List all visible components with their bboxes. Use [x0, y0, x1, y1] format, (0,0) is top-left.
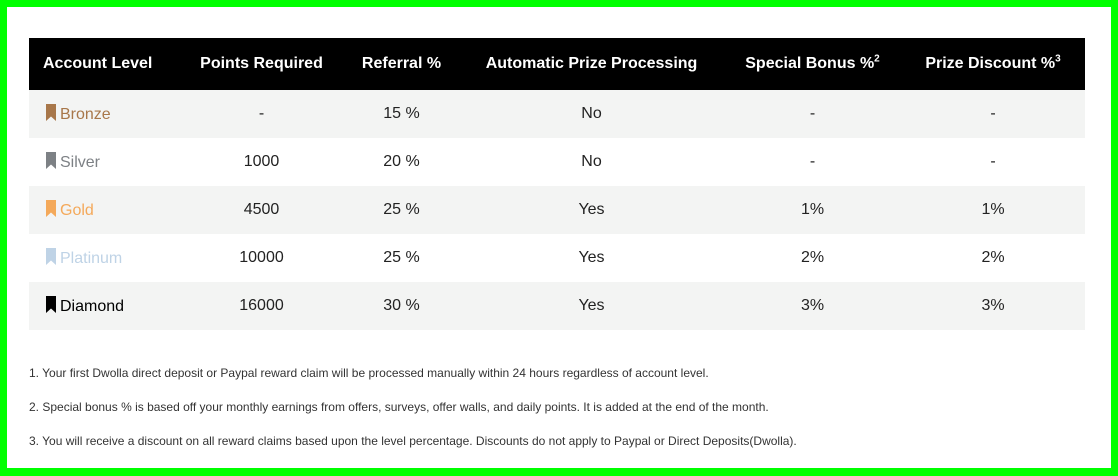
special-bonus-cell: 2%: [800, 249, 825, 266]
referral-percent-cell: 20 %: [383, 153, 420, 170]
table-row-diamond: [29, 282, 1085, 330]
prize-discount-cell: -: [990, 153, 996, 170]
referral-percent-cell: 30 %: [383, 297, 420, 314]
account-level-name: Gold: [60, 202, 94, 219]
table-row-bronze: [29, 90, 1085, 138]
bookmark-icon: [46, 296, 56, 313]
content-frame: [7, 7, 1111, 468]
account-level-cell: [29, 90, 179, 138]
points-required-cell: 16000: [239, 297, 284, 314]
points-required-cell: -: [258, 105, 265, 122]
account-level-name: Platinum: [60, 250, 123, 267]
points-required-cell: 10000: [239, 249, 284, 266]
header-points-required: Points Required: [200, 55, 323, 72]
points-required-cell: 1000: [243, 153, 280, 170]
bookmark-icon: [46, 104, 56, 121]
bookmark-icon: [46, 200, 56, 217]
account-level-cell: [29, 282, 179, 330]
special-bonus-cell: -: [809, 153, 816, 170]
special-bonus-cell: -: [809, 105, 816, 122]
header-prize-discount-percent: Prize Discount %$^3$: [925, 53, 1061, 72]
table-row-platinum: [29, 234, 1085, 282]
bookmark-icon: [46, 248, 56, 265]
header-referral-percent: Referral %: [361, 55, 442, 72]
footnote-ref-3: 3: [1055, 53, 1061, 65]
referral-percent-cell: 15 %: [383, 105, 420, 122]
bookmark-icon: [46, 152, 56, 169]
referral-percent-cell: 25 %: [383, 201, 420, 218]
account-level-name: Bronze: [60, 106, 111, 123]
account-level-cell: [29, 138, 179, 186]
prize-discount-cell: 2%: [981, 249, 1005, 266]
table-row-gold: [29, 186, 1085, 234]
header-account-level: Account Level: [43, 55, 153, 72]
account-levels-table: [29, 38, 1085, 330]
table-body: [29, 90, 1085, 330]
header-special-bonus-percent: Special Bonus %$^2$: [745, 53, 880, 72]
account-levels-table-container: [29, 38, 1085, 330]
automatic-prize-processing-cell: Yes: [578, 297, 605, 314]
footnote-ref-2: 2: [874, 53, 880, 65]
special-bonus-cell: 1%: [800, 201, 825, 218]
referral-percent-cell: 25 %: [383, 249, 420, 266]
automatic-prize-processing-cell: Yes: [578, 201, 605, 218]
header-automatic-prize-processing: Automatic Prize Processing: [485, 55, 698, 72]
table-row-silver: [29, 138, 1085, 186]
footnotes: [29, 364, 1099, 466]
prize-discount-cell: 1%: [981, 201, 1005, 218]
points-required-cell: 4500: [243, 201, 280, 218]
footnote-1: 1. Your first Dwolla direct deposit or Paypal reward claim will be processed manually within 24 hours regardless of account level.: [29, 366, 709, 380]
special-bonus-cell: 3%: [800, 297, 825, 314]
account-level-cell: [29, 234, 179, 282]
account-level-name: Diamond: [60, 298, 125, 315]
prize-discount-cell: 3%: [981, 297, 1005, 314]
automatic-prize-processing-cell: No: [581, 105, 602, 122]
account-level-name: Silver: [60, 154, 101, 171]
automatic-prize-processing-cell: Yes: [578, 249, 605, 266]
prize-discount-cell: -: [990, 105, 996, 122]
account-level-cell: [29, 186, 179, 234]
automatic-prize-processing-cell: No: [581, 153, 602, 170]
footnote-2: 2. Special bonus % is based off your monthly earnings from offers, surveys, offer walls, and daily points. It is added at the end of the month.: [29, 400, 769, 414]
footnote-3: 3. You will receive a discount on all reward claims based upon the level percentage. Discounts do not apply to Paypal or Direct Deposits(Dwolla).: [29, 434, 797, 448]
header-row: [29, 38, 1085, 90]
table-header: [29, 38, 1085, 90]
